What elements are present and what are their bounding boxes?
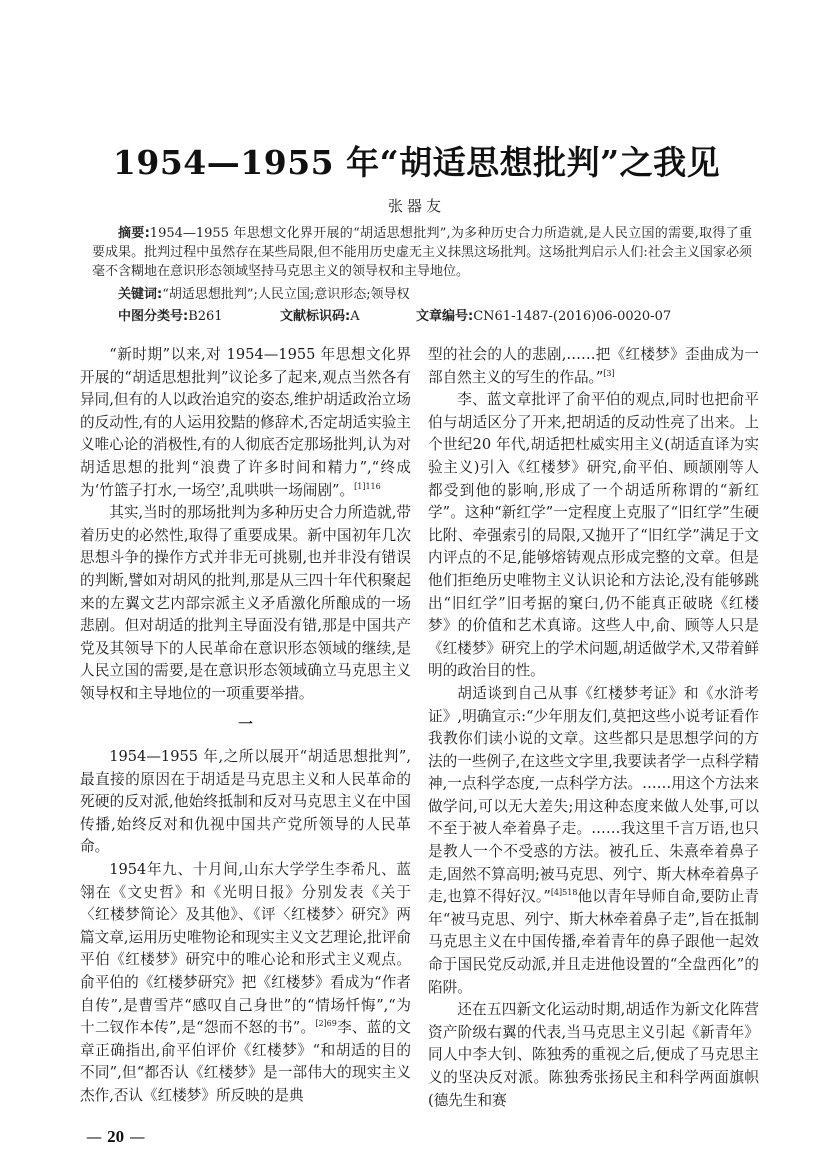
paragraph-text: 李、蓝的文章正确指出,俞平伯评价《红楼梦》“和胡适的目的不同”,但“都否认《红楼梦》是一部伟大的现实主义杰作,否认《红楼梦》所反映的是典 [80, 1019, 411, 1104]
author-name: 张器友 [387, 197, 445, 215]
doc-code-label: 文献标识码: [280, 309, 351, 324]
paragraph-text: “新时期”以来,对 1954—1955 年思想文化界开展的“胡适思想批判”议论多了起来,观点当然各有异同,但有的人以政治追究的姿态,维护胡适政治立场的反动性,有的人运用狡黠的修辞术,否定胡适实验主义唯心论的消极性,有的人彻底否定那场批判,认为对胡适思想的批判“浪费了许多时间和精力”,“终成为‘竹篮子打水,一场空’,乱哄哄一场闹剧”。 [80, 346, 411, 499]
doc-code-value: A [350, 309, 360, 324]
paragraph-text: 他以青年导师自命,要防止青年“被马克思、列宁、斯大林牵着鼻子走”,旨在抵制马克思主义在中国传播,牵着青年的鼻子跟他一起效命于国民党反动派,并且走进他设置的“全盘西化”的陷阱。 [428, 888, 759, 996]
paragraph-text: 1954年九、十月间,山东大学学生李希凡、蓝翎在《文史哲》和《光明日报》分别发表《关于〈红楼梦简论〉及其他》、《评〈红楼梦〉研究》两篇文章,运用历史唯物论和现实主义文艺理论,批评俞平伯《红楼梦》研究中的唯心论和形式主义观点。俞平伯的《红楼梦研究》把《红楼梦》看成为“作者自传”,是曹雪芹“感叹自己身世”的“情场忏悔”,“为十二钗作本传”,是“怨而不怒的书”。 [80, 861, 411, 1037]
page-number-value: 20 [107, 1127, 125, 1147]
clc-number [118, 307, 280, 326]
section-number: 一 [238, 715, 253, 733]
article-title: 1954—1955 年“胡适思想批判”之我见 [112, 143, 721, 182]
abstract-text: 1954—1955 年思想文化界开展的“胡适思想批判”,为多种历史合力所造就,是人民立国的需要,取得了重要成果。批判过程中虽然存在某些局限,但不能用历史虚无主义抹黑这场批判。这场批判启示人们:社会主义国家必须毫不含糊地在意识形态领域坚持马克思主义的领导权和主导地位。 [92, 226, 752, 279]
citation: [3] [603, 368, 615, 378]
page-dash-right: — [129, 1127, 146, 1147]
right-column [428, 344, 759, 1112]
paragraph: 其实,当时的那场批判为多种历史合力所造就,带着历史的必然性,取得了重要成果。新中国初年几次思想斗争的操作方式并非无可挑剔,也并非没有错误的判断,譬如对胡风的批判,那是从三四十年代积聚起来的左翼文艺内部宗派主义矛盾激化所酿成的一场悲剧。但对胡适的批判主导面没有错,那是中国共产党及其领导下的人民革命在意识形态领域的继续,是人民立国的需要,是在意识形态领域确立马克思主义领导权和主导地位的一项重要举措。 [80, 504, 411, 702]
paragraph-text: 胡适谈到自己从事《红楼梦考证》和《水浒考证》,明确宣示:“少年朋友们,莫把这些小说考证看作我教你们读小说的文章。这些都只是思想学问的方法的一些例子,在这些文字里,我要读者学一点科学精神,一点科学态度,一点科学方法。……用这个方法来做学问,可以无大差失;用这种态度来做人处事,可以不至于被人牵着鼻子走。……我这里千言万语,也只是教人一个不受惑的方法。被孔丘、朱熹牵着鼻子走,固然不算高明;被马克思、列宁、斯大林牵着鼻子走,也算不得好汉。” [428, 684, 759, 906]
clc-label: 中图分类号: [118, 309, 189, 324]
paragraph: 1954—1955 年,之所以展开“胡适思想批判”,最直接的原因在于胡适是马克思主义和人民革命的死硬的反对派,他始终抵制和反对马克思主义在中国传播,始终反对和仇视中国共产党所领导的人民革命。 [80, 748, 411, 856]
page-dash-left: — [86, 1127, 102, 1147]
citation: [2]69 [315, 1019, 337, 1029]
paragraph-text: 型的社会的人的悲剧,……把《红楼梦》歪曲成为一部自然主义的写生的作品。” [428, 346, 759, 386]
doc-code [280, 307, 416, 326]
clc-value: B261 [188, 309, 223, 324]
keywords-text: “胡适思想批判”;人民立国;意识形态;领导权 [162, 287, 410, 302]
article-meta [118, 307, 752, 326]
paragraph: 还在五四新文化运动时期,胡适作为新文化阵营资产阶级右翼的代表,当马克思主义引起《新青年》同人中李大钊、陈独秀的重视之后,便成了马克思主义的坚决反对派。陈独秀张扬民主和科学两面旗帜(德先生和赛 [428, 1001, 759, 1109]
article-number-value: CN61-1487-(2016)06-0020-07 [473, 309, 672, 324]
citation: [1]116 [354, 481, 381, 491]
paragraph: 李、蓝文章批评了俞平伯的观点,同时也把俞平伯与胡适区分了开来,把胡适的反动性亮了出来。上个世纪20 年代,胡适把杜威实用主义(胡适直译为实验主义)引入《红楼梦》研究,俞平伯、顾颉刚等人都受到他的影响,形成了一个胡适所称谓的“新红学”。这种“新红学”一定程度上克服了“旧红学”生硬比附、牵强索引的局限,又抛开了“旧红学”满足于文内评点的不足,能够熔铸观点形成完整的文章。但是他们拒绝历史唯物主义认识论和方法论,没有能够跳出“旧红学”旧考据的窠臼,仍不能真正破晓《红楼梦》的价值和艺术真谛。这些人中,俞、顾等人只是《红楼梦》研究上的学术问题,胡适做学术,又带着鲜明的政治目的性。 [428, 391, 759, 680]
article-number [416, 307, 671, 326]
abstract [92, 224, 752, 281]
paragraph [80, 344, 411, 502]
body-columns [80, 344, 759, 1112]
citation: [4]518 [550, 888, 578, 898]
paragraph [80, 859, 411, 1108]
keywords-label: 关键词: [118, 287, 163, 302]
page-number [86, 1126, 833, 1148]
left-column [80, 344, 411, 1112]
front-matter [92, 224, 752, 326]
abstract-label: 摘要: [118, 226, 150, 241]
paragraph [428, 683, 759, 999]
keywords [118, 285, 752, 304]
paragraph-continued [428, 344, 759, 389]
article-number-label: 文章编号: [416, 309, 474, 324]
